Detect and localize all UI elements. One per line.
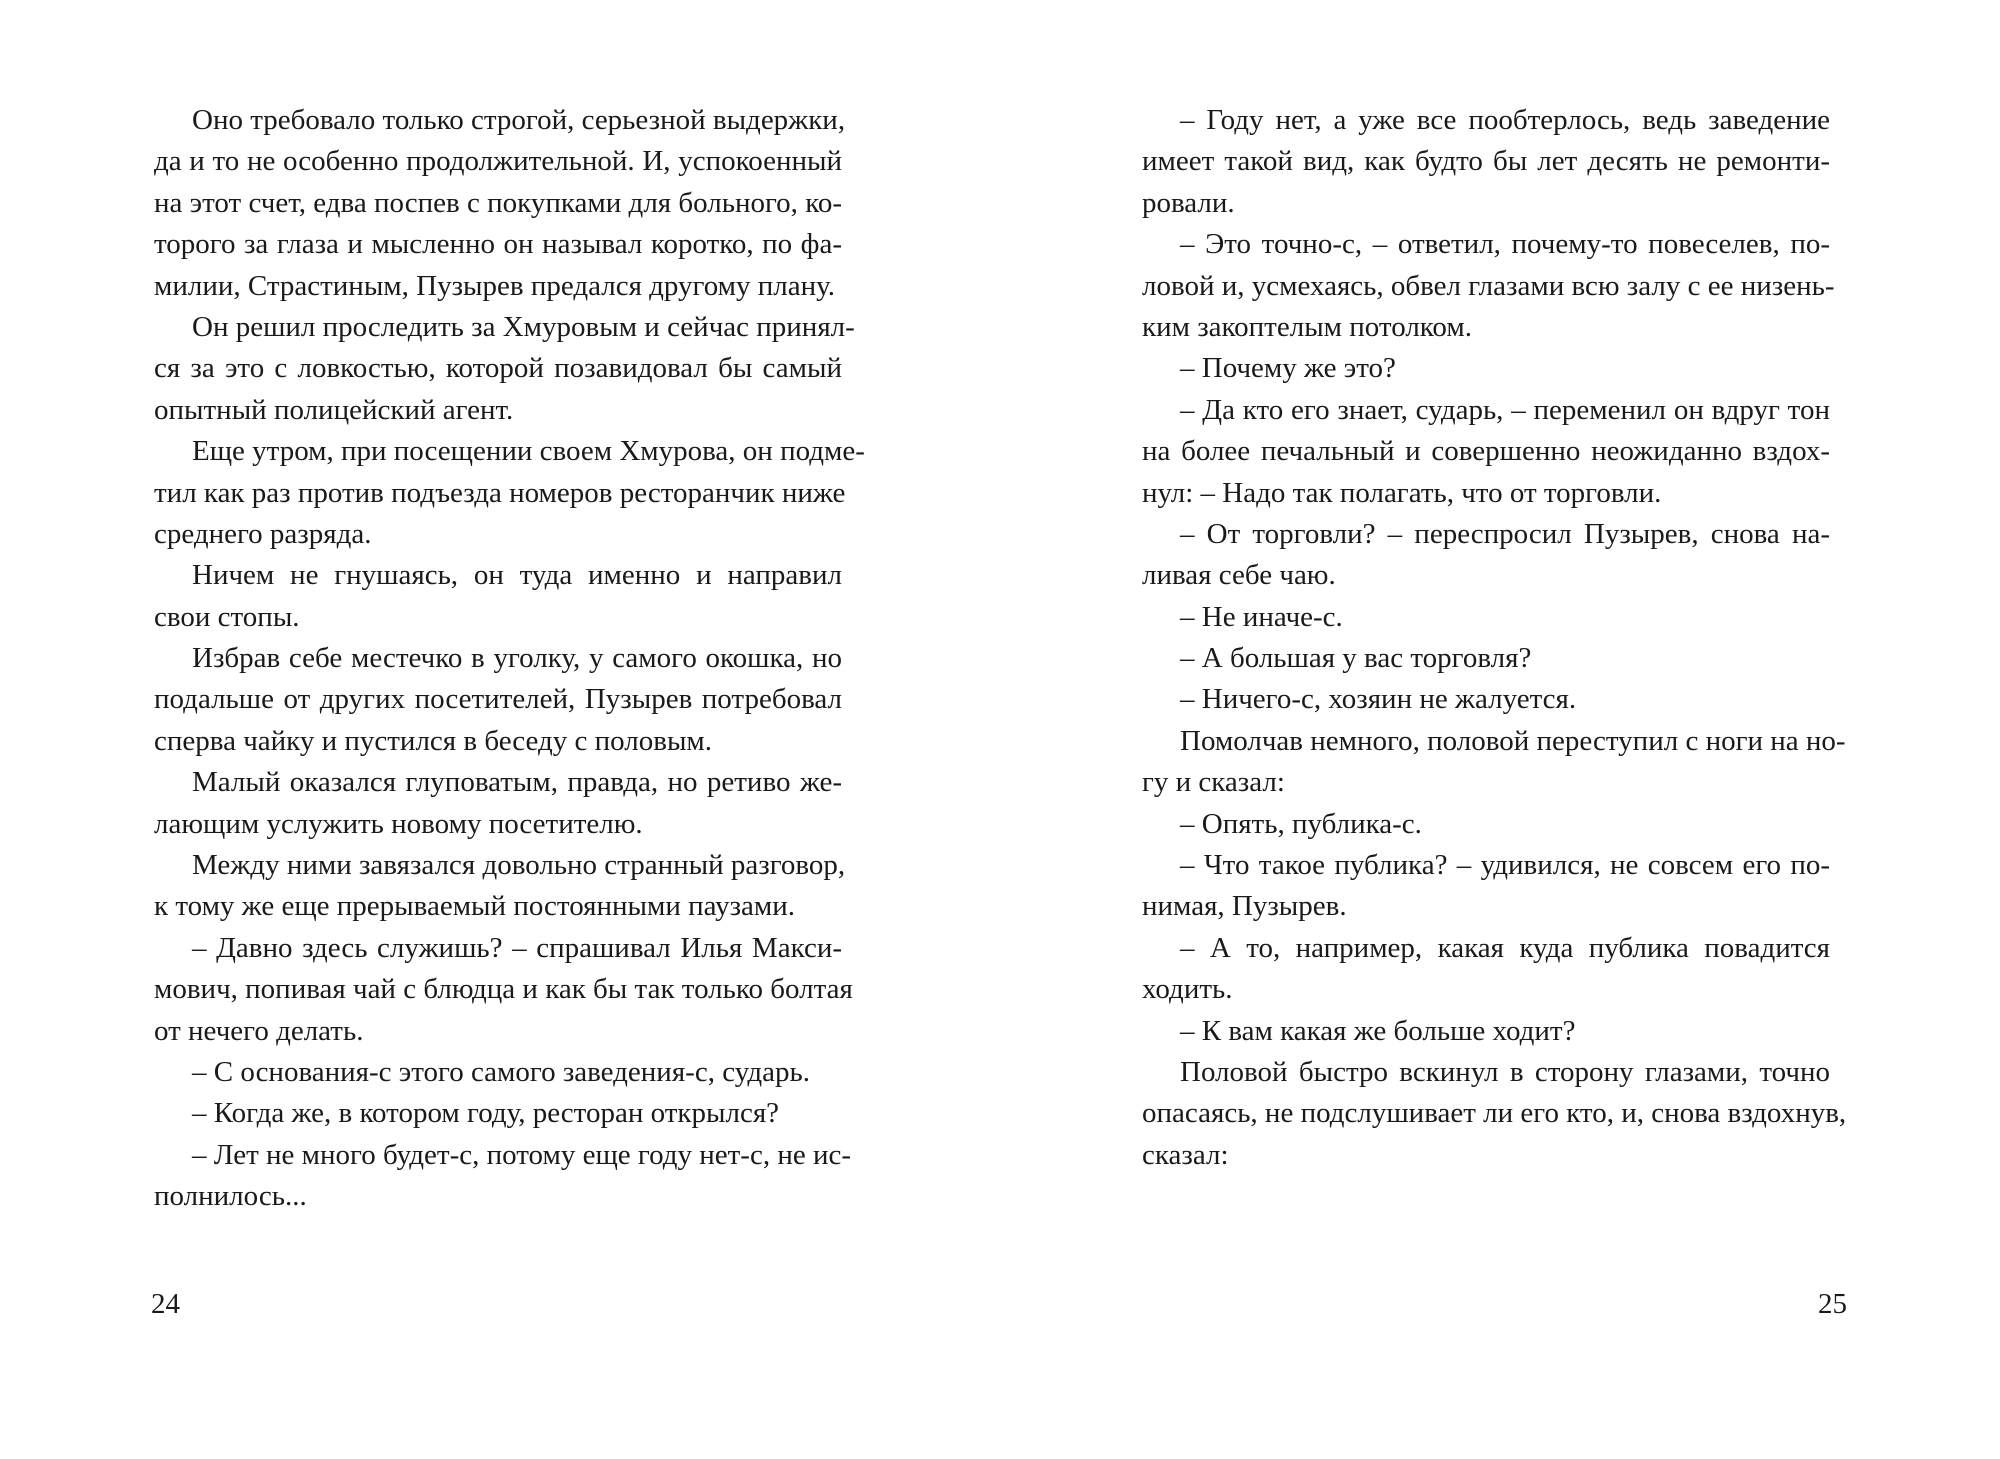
text-line: на более печальный и совершенно неожиданно вздох-	[1142, 435, 1830, 468]
text-line: ливая себе чаю.	[1142, 559, 1336, 592]
text-line: – Почему же это?	[1180, 352, 1396, 385]
text-line: сказал:	[1142, 1138, 1229, 1171]
text-line: полнилось...	[154, 1180, 307, 1213]
text-line: ровали.	[1142, 186, 1235, 219]
text-line: ходить.	[1142, 973, 1233, 1006]
text-line: нимая, Пузырев.	[1142, 890, 1347, 923]
text-line: – А то, например, какая куда публика повадится	[1180, 931, 1830, 964]
text-line: – Да кто его знает, сударь, – переменил он вдруг тон	[1180, 393, 1830, 426]
text-line: – К вам какая же больше ходит?	[1180, 1014, 1576, 1047]
text-line: Малый оказался глуповатым, правда, но ретиво же-	[192, 766, 842, 799]
text-line: ся за это с ловкостью, которой позавидовал бы самый	[154, 352, 842, 385]
text-line: сперва чайку и пустился в беседу с половым.	[154, 724, 713, 757]
text-line: – Лет не много будет-с, потому еще году нет-с, не ис-	[192, 1138, 852, 1171]
text-line: Еще утром, при посещении своем Хмурова, он подме-	[192, 435, 865, 468]
text-line: тил как раз против подъезда номеров ресторанчик ниже	[154, 476, 846, 509]
text-line: торого за глаза и мысленно он называл коротко, по фа-	[154, 228, 842, 261]
right-page-number: 25	[1818, 1288, 1847, 1320]
text-line: – С основания-с этого самого заведения-с, сударь.	[192, 1055, 810, 1088]
text-line: Помолчав немного, половой переступил с ноги на но-	[1180, 724, 1846, 757]
text-line: нул: – Надо так полагать, что от торговли.	[1142, 476, 1662, 509]
text-line: – Давно здесь служишь? – спрашивал Илья Макси-	[192, 931, 842, 964]
text-line: опасаясь, не подслушивает ли его кто, и, снова вздохнув,	[1142, 1097, 1847, 1130]
text-line: ловой и, усмехаясь, обвел глазами всю залу с ее низень-	[1142, 269, 1835, 302]
text-line: милии, Страстиным, Пузырев предался другому плану.	[154, 269, 836, 302]
text-line: – Что такое публика? – удивился, не совсем его по-	[1180, 849, 1830, 882]
text-line: – Году нет, а уже все пообтерлось, ведь заведение	[1180, 104, 1830, 136]
text-line: на этот счет, едва поспев с покупками для больного, ко-	[154, 186, 842, 219]
text-line: Он решил проследить за Хмуровым и сейчас принял-	[192, 310, 855, 343]
left-page-number: 24	[151, 1288, 180, 1320]
text-line: мович, попивая чай с блюдца и как бы так только болтая	[154, 973, 853, 1006]
text-line: от нечего делать.	[154, 1014, 364, 1047]
text-line: подальше от других посетителей, Пузырев потребовал	[154, 683, 842, 716]
text-line: – От торговли? – переспросил Пузырев, снова на-	[1180, 517, 1830, 550]
text-line: гу и сказал:	[1142, 766, 1285, 799]
text-line: Половой быстро вскинул в сторону глазами, точно	[1180, 1055, 1830, 1088]
text-line: да и то не особенно продолжительной. И, успокоенный	[154, 145, 842, 178]
text-line: Оно требовало только строгой, серьезной выдержки,	[192, 104, 846, 136]
text-line: – Это точно-с, – ответил, почему-то повеселев, по-	[1180, 228, 1830, 261]
text-line: – Ничего-с, хозяин не жалуется.	[1180, 683, 1577, 716]
text-line: Между ними завязался довольно странный разговор,	[192, 849, 846, 882]
text-line: лающим услужить новому посетителю.	[154, 807, 643, 840]
text-line: – А большая у вас торговля?	[1180, 642, 1532, 675]
text-line: – Опять, публика-с.	[1180, 807, 1422, 840]
text-line: к тому же еще прерываемый постоянными паузами.	[154, 890, 796, 923]
text-line: среднего разряда.	[154, 517, 372, 550]
text-line: – Не иначе-с.	[1180, 600, 1343, 633]
text-line: имеет такой вид, как будто бы лет десять не ремонти-	[1142, 145, 1830, 178]
left-page-text	[154, 100, 865, 1218]
text-line: свои стопы.	[154, 600, 300, 633]
text-line: Ничем не гнушаясь, он туда именно и направил	[192, 559, 842, 592]
text-line: ким закоптелым потолком.	[1142, 310, 1472, 343]
text-line: – Когда же, в котором году, ресторан открылся?	[192, 1097, 780, 1130]
right-page-text	[1142, 100, 1847, 1176]
text-line: опытный полицейский агент.	[154, 393, 514, 426]
text-line: Избрав себе местечко в уголку, у самого окошка, но	[192, 642, 842, 675]
